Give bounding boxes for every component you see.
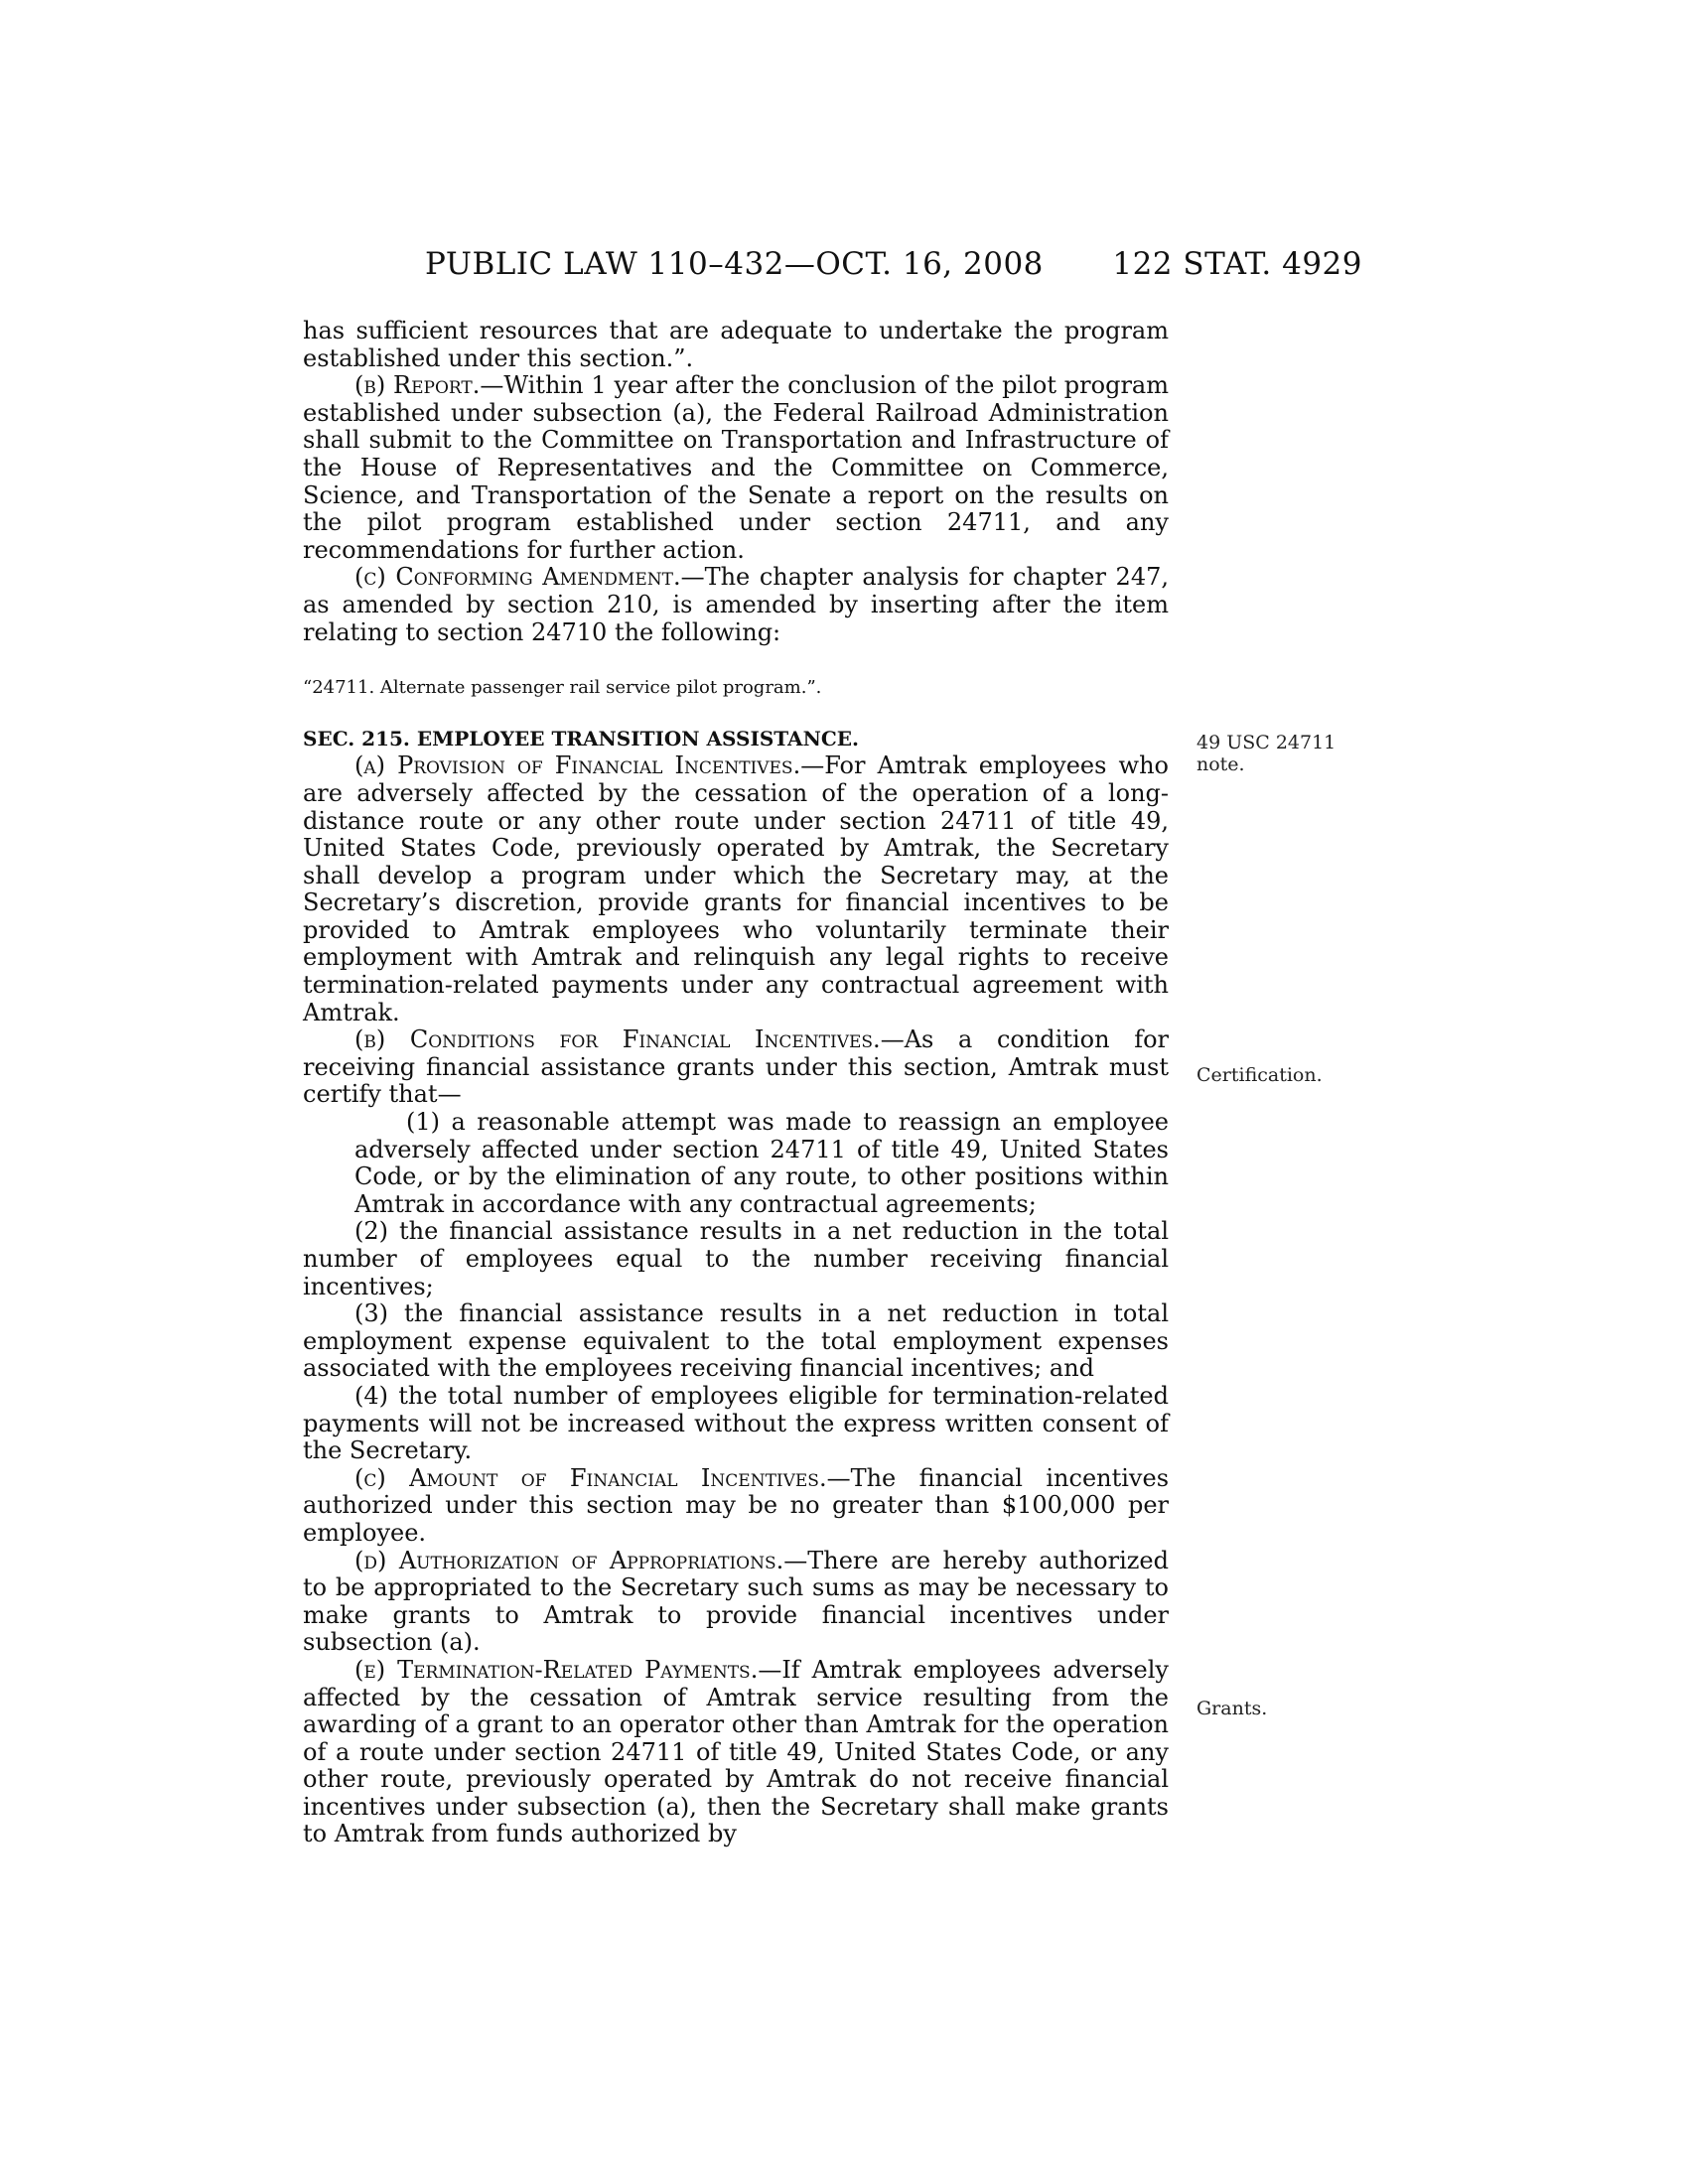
c-text: —The financial incentives authorized under this section may be no greater than $100,000 per employee. bbox=[303, 1463, 1170, 1547]
page-number: 122 STAT. 4929 bbox=[1112, 246, 1362, 282]
paragraph-report bbox=[303, 372, 1169, 564]
clerical-amendment-item: “24711. Alternate passenger rail service pilot program.”. bbox=[303, 677, 822, 699]
report-text: —Within 1 year after the conclusion of the pilot program established under subsection (a), the Federal Railroad Administration shall submit to the Committee on Transportation and Infrastructure of the House of Representatives and the Committee on Commerce, Science, and Transportation of the Senate a report on the results on the pilot program established under section 24711, and any recommendations for further action. bbox=[303, 371, 1169, 564]
paragraph-b4: (4) the total number of employees eligible for termination-related payments will not be increased without the express written consent of the Secretary. bbox=[303, 1381, 1169, 1465]
d-text: —There are hereby authorized to be appropriated to the Secretary such sums as may be necessary to make grants to Amtrak to provide financial incentives under subsection (a). bbox=[303, 1546, 1169, 1657]
a-text: —For Amtrak employees who are adversely affected by the cessation of the operation of a long-distance route or any other route under section 24711 of title 49, United States Code, previously operated by Amtrak, the Secretary shall develop a program under which the Secretary may, at the Secretary’s discretion, provide grants for financial incentives to be provided to Amtrak employees who voluntarily terminate their employment with Amtrak and relinquish any legal rights to receive termination-related payments under any contractual agreement with Amtrak. bbox=[303, 751, 1169, 1026]
conforming-amendment-text: —The chapter analysis for chapter 247, as amended by section 210, is amended by inserting after the item relating to section 24710 the following: bbox=[303, 563, 1169, 646]
d-label: (d) Authorization of Appropriations. bbox=[354, 1546, 784, 1574]
page-header bbox=[425, 246, 1362, 286]
paragraph-a bbox=[303, 752, 1169, 1026]
paragraph-d bbox=[303, 1548, 1169, 1657]
a-label: (a) Provision of Financial Incentives. bbox=[354, 751, 801, 780]
b-text: —As a condition for receiving financial assistance grants under this section, Amtrak must certify that— bbox=[303, 1025, 1169, 1109]
paragraph-c bbox=[303, 1465, 1169, 1548]
document-body bbox=[303, 318, 1169, 1848]
paragraph-b2: (2) the financial assistance results in a net reduction in the total number of employees equal to the number receiving financial incentives; bbox=[303, 1217, 1169, 1300]
paragraph-b bbox=[303, 1026, 1169, 1109]
paragraph-continuation: has sufficient resources that are adequate to undertake the program established under this section.”. bbox=[303, 317, 1169, 372]
margin-note-usc: 49 USC 24711 note. bbox=[1196, 732, 1336, 775]
margin-note-certification: Certification. bbox=[1196, 1064, 1323, 1086]
section-heading: SEC. 215. EMPLOYEE TRANSITION ASSISTANCE. bbox=[303, 726, 859, 751]
margin-note-grants: Grants. bbox=[1196, 1698, 1268, 1719]
e-text: —If Amtrak employees adversely affected by the cessation of Amtrak service resulting from the awarding of a grant to an operator other than Amtrak for the operation of a route under section 24711 of title 49, United States Code, or any other route, previously operated by Amtrak do not receive financial incentives under subsection (a), then the Secretary shall make grants to Amtrak from funds authorized by bbox=[303, 1655, 1169, 1848]
paragraph-e bbox=[303, 1657, 1169, 1848]
running-head-title: PUBLIC LAW 110–432—OCT. 16, 2008 bbox=[425, 246, 1044, 282]
c-label: (c) Amount of Financial Incentives. bbox=[354, 1463, 827, 1492]
paragraph-b1: (1) a reasonable attempt was made to reassign an employee adversely affected under section 24711 of title 49, United States Code, or by the elimination of any route, to other positions within Amtrak in accordance with any contractual agreements; bbox=[354, 1108, 1169, 1218]
paragraph-b3: (3) the financial assistance results in a net reduction in total employment expense equivalent to the total employment expenses associated with the employees receiving financial incentives; and bbox=[303, 1299, 1169, 1383]
b-label: (b) Conditions for Financial Incentives. bbox=[354, 1025, 881, 1054]
conforming-amendment-label: (c) Conforming Amendment. bbox=[354, 563, 681, 592]
report-label: (b) Report. bbox=[354, 371, 481, 400]
e-label: (e) Termination-Related Payments. bbox=[354, 1655, 759, 1684]
paragraph-conforming-amendment bbox=[303, 564, 1169, 646]
